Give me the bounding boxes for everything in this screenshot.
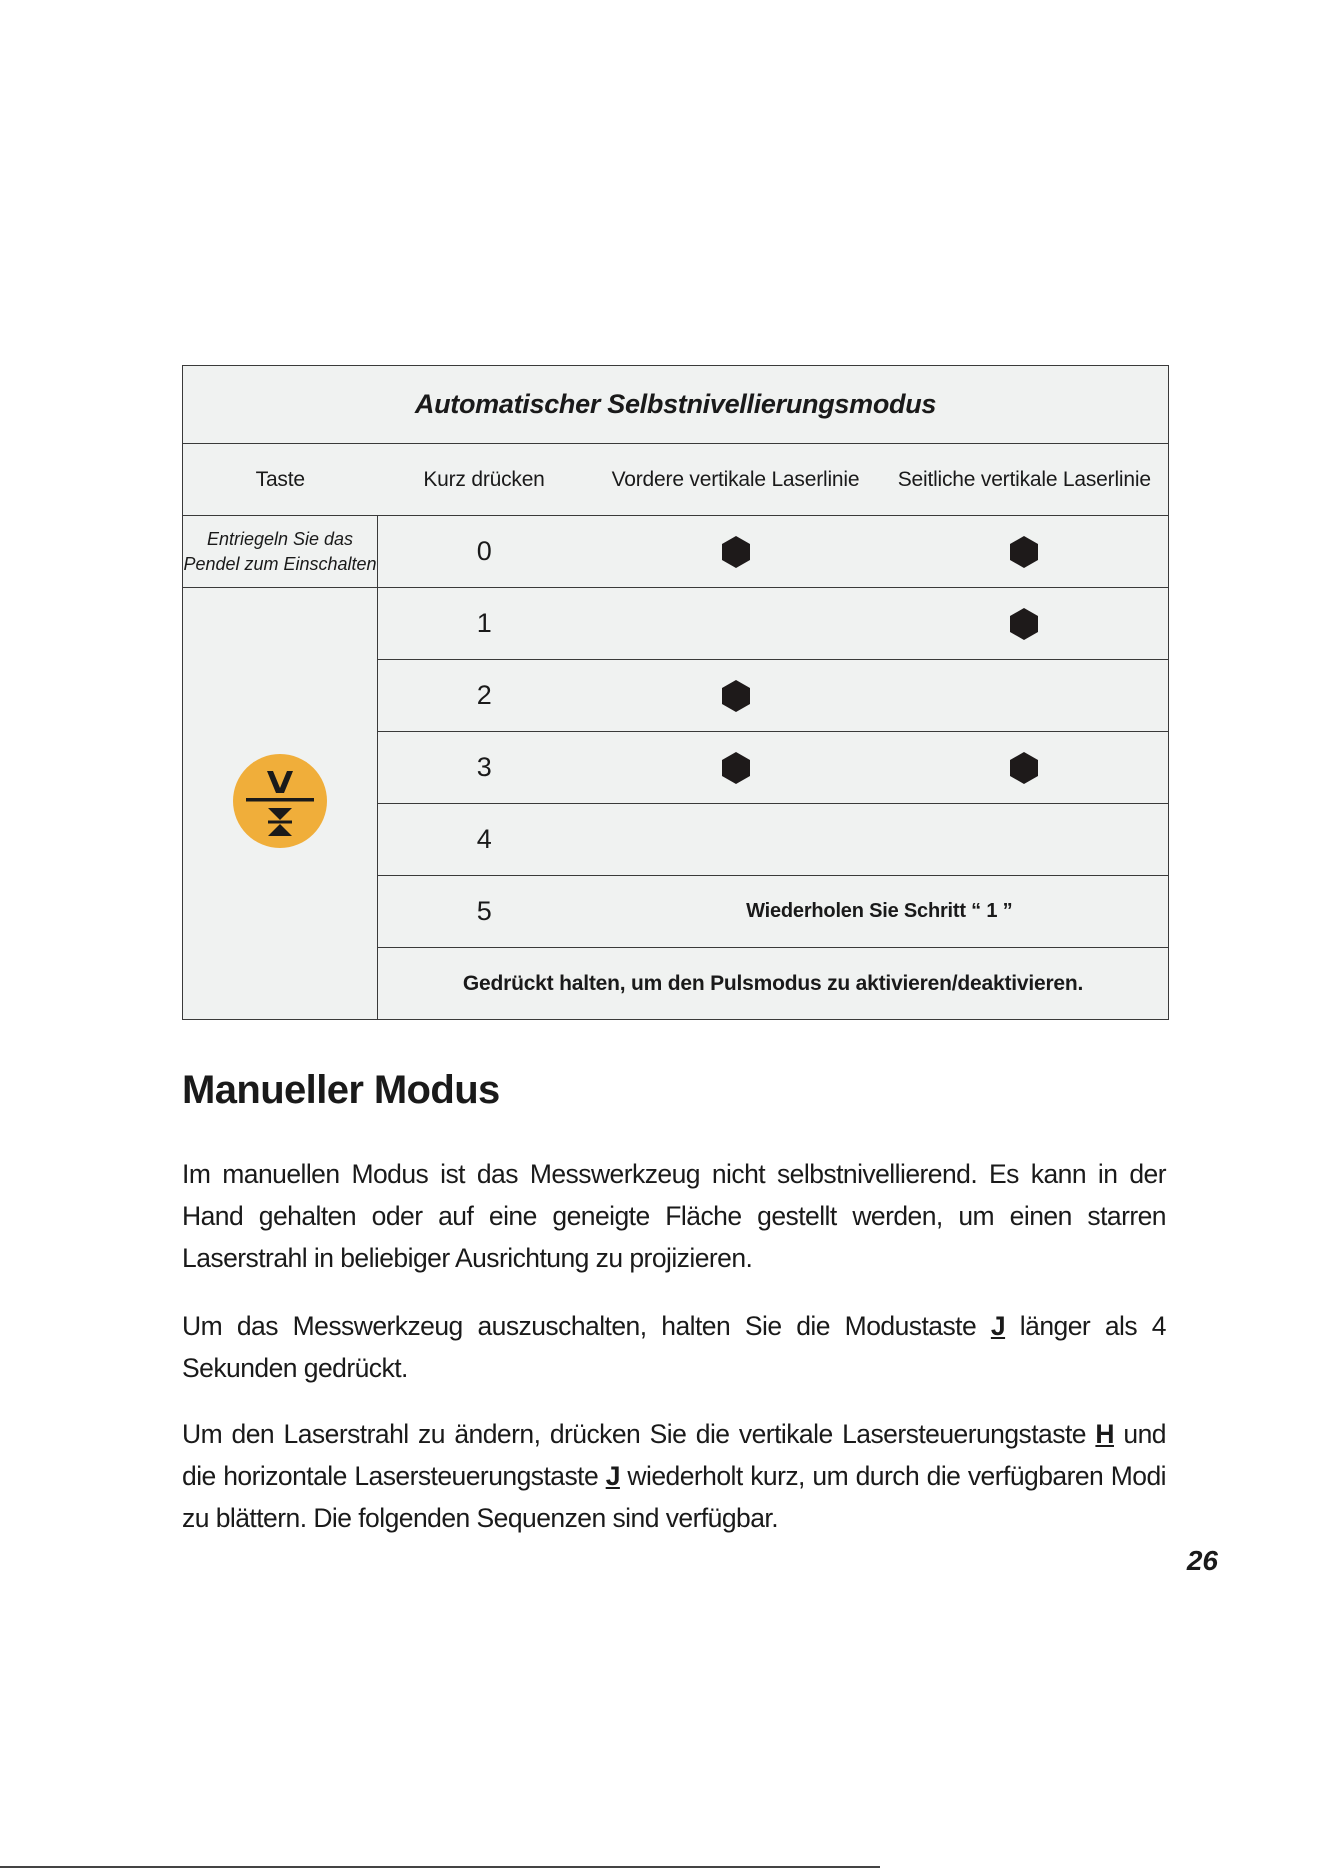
p3-text-b: und die horizontale Lasersteuerungstaste (182, 1419, 1166, 1491)
press-count: 5 (378, 876, 591, 948)
section-heading: Manueller Modus (182, 1068, 500, 1112)
paragraph-power-off (182, 1305, 1166, 1389)
front-line-cell (591, 732, 881, 804)
unlock-line-2: Pendel zum Einschalten (183, 553, 377, 574)
press-count: 2 (378, 660, 591, 732)
press-count: 1 (378, 588, 591, 660)
laser-on-hexagon-icon (720, 679, 752, 713)
bottom-divider (0, 1866, 880, 1868)
paragraph-change-beam (182, 1413, 1166, 1539)
side-line-cell (881, 516, 1169, 588)
press-count: 0 (378, 516, 591, 588)
table-title: Automatischer Selbstnivellierungsmodus (183, 366, 1169, 444)
page-number: 26 (1186, 1545, 1218, 1576)
header-kurz-druecken: Kurz drücken (378, 444, 591, 516)
table-row (183, 588, 1169, 660)
level-mode-button-icon (232, 753, 328, 849)
p2-text-b: länger als 4 Sekunden gedrückt. (182, 1311, 1166, 1383)
side-line-cell (881, 588, 1169, 660)
mode-table (182, 365, 1169, 1020)
laser-on-hexagon-icon (1008, 607, 1040, 641)
unlock-line-1: Entriegeln Sie das (206, 528, 354, 549)
header-taste: Taste (183, 444, 378, 516)
laser-on-hexagon-icon (1008, 535, 1040, 569)
side-line-cell (881, 660, 1169, 732)
key-j-label: J (990, 1311, 1006, 1341)
front-line-cell (591, 804, 881, 876)
repeat-step-note: Wiederholen Sie Schritt “ 1 ” (591, 876, 1169, 948)
press-count: 4 (378, 804, 591, 876)
laser-on-hexagon-icon (720, 535, 752, 569)
laser-on-hexagon-icon (720, 751, 752, 785)
table-row (183, 516, 1169, 588)
laser-on-hexagon-icon (1008, 751, 1040, 785)
header-vordere-laserlinie: Vordere vertikale Laserlinie (591, 444, 881, 516)
paragraph-manual-mode: Im manuellen Modus ist das Messwerkzeug nicht selbstnivellierend. Es kann in der Hand gehalten oder auf eine geneigte Fläche gestellt werden, um einen starren Laserstrahl in beliebiger Ausrichtung zu projizieren. (182, 1159, 1166, 1273)
unlock-instruction (183, 516, 378, 588)
front-line-cell (591, 660, 881, 732)
header-seitliche-laserlinie: Seitliche vertikale Laserlinie (881, 444, 1169, 516)
p3-text-a: Um den Laserstrahl zu ändern, drücken Sie die vertikale Lasersteuerungstaste (182, 1419, 1096, 1449)
press-count: 3 (378, 732, 591, 804)
front-line-cell (591, 516, 881, 588)
mode-button-cell (183, 588, 378, 1020)
key-j-label: J (605, 1461, 620, 1491)
side-line-cell (881, 732, 1169, 804)
key-h-label: H (1095, 1419, 1114, 1449)
p3-text-c: wiederholt kurz, um durch die verfügbaren Modi zu blättern. Die folgenden Sequenzen sind verfügbar. (182, 1461, 1166, 1533)
front-line-cell (591, 588, 881, 660)
p2-text-a: Um das Messwerkzeug auszuschalten, halten Sie die Modustaste (182, 1311, 991, 1341)
side-line-cell (881, 804, 1169, 876)
hold-pulse-note: Gedrückt halten, um den Pulsmodus zu aktivieren/deaktivieren. (378, 948, 1169, 1020)
